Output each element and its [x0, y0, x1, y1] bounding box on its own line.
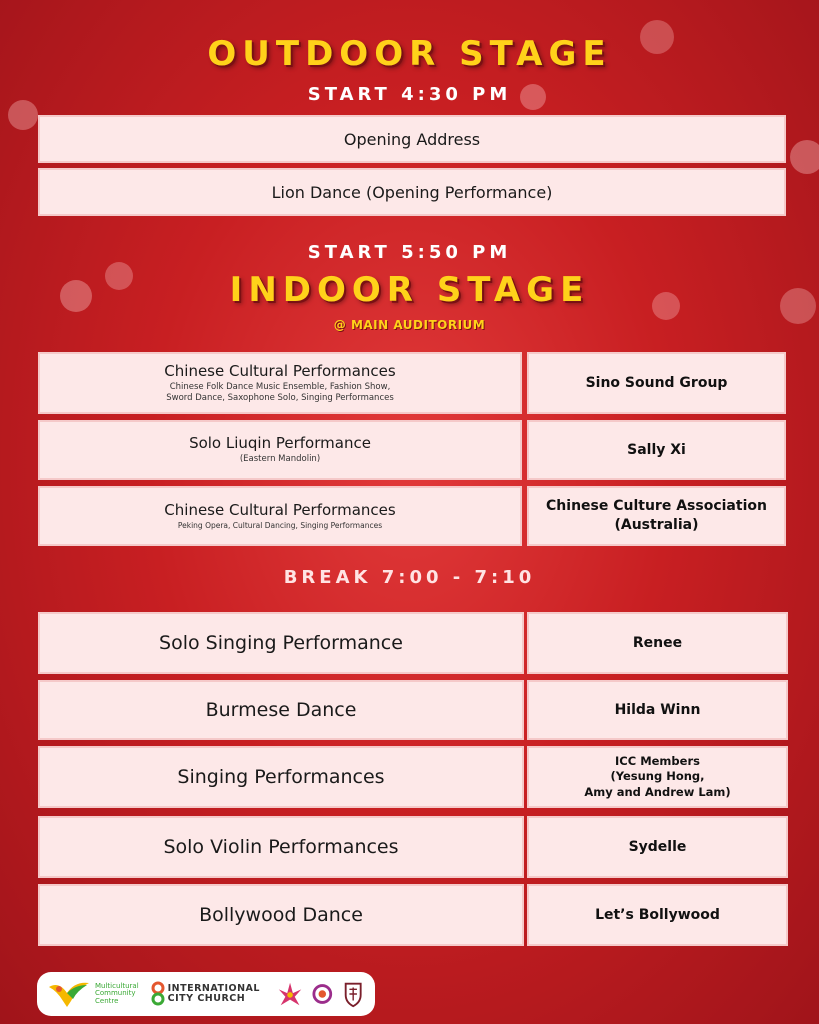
icc-logo-line1: INTERNATIONAL — [167, 982, 260, 994]
performance-row — [38, 680, 524, 740]
performer-cell — [527, 680, 788, 740]
indoor-performance — [38, 420, 522, 480]
performer-name: Sydelle — [628, 838, 687, 855]
performer-cell — [527, 816, 788, 878]
indoor-stage-title: INDOOR STAGE — [229, 270, 590, 310]
indoor-location: @ MAIN AUDITORIUM — [333, 318, 486, 332]
mcc-logo-text: Multicultural Community Centre — [95, 981, 139, 1005]
community-logo-icon — [312, 983, 333, 1005]
performer-name: Hilda Winn — [614, 701, 701, 718]
performer-name: ICC Members (Yesung Hong, Amy and Andrew Lam) — [584, 753, 731, 799]
indoor-performance — [38, 486, 522, 546]
indoor-start-time: START 5:50 PM — [307, 242, 512, 263]
performance-row — [38, 612, 524, 674]
performance-name: Solo Singing Performance — [159, 632, 403, 654]
performance-row — [38, 746, 524, 808]
outdoor-item — [38, 168, 786, 216]
performance-detail: Peking Opera, Cultural Dancing, Singing Performances — [177, 520, 383, 530]
performance-name: Burmese Dance — [205, 699, 357, 721]
performance-detail: (Eastern Mandolin) — [239, 454, 321, 465]
performer-name: Renee — [632, 634, 683, 651]
indoor-performer — [527, 352, 786, 414]
performer-name: Sally Xi — [627, 441, 686, 458]
performer-cell — [527, 612, 788, 674]
performance-name: Chinese Cultural Performances — [164, 361, 396, 380]
performer-cell — [527, 884, 788, 946]
indoor-performer — [527, 420, 786, 480]
performer-cell — [527, 746, 788, 808]
outdoor-start-time: START 4:30 PM — [307, 84, 512, 105]
performance-detail: Chinese Folk Dance Music Ensemble, Fashion Show, Sword Dance, Saxophone Solo, Singing Performances — [166, 381, 394, 403]
performance-name: Solo Liuqin Performance — [189, 434, 371, 453]
outdoor-item-label: Lion Dance (Opening Performance) — [271, 182, 553, 202]
outdoor-item — [38, 115, 786, 163]
sponsor-logo-bar — [37, 972, 375, 1016]
icc-logo-line2: CITY CHURCH — [167, 993, 246, 1004]
performance-name: Chinese Cultural Performances — [164, 500, 396, 519]
performance-row — [38, 816, 524, 878]
icc-logo — [151, 981, 260, 1007]
performance-name: Solo Violin Performances — [163, 836, 399, 858]
performance-name: Singing Performances — [177, 766, 385, 788]
performer-name: Chinese Culture Association (Australia) — [546, 498, 767, 533]
government-crest-icon — [341, 979, 365, 1009]
performance-row — [38, 884, 524, 946]
outdoor-stage-title: OUTDOOR STAGE — [207, 34, 612, 74]
performer-name: Let’s Bollywood — [595, 906, 720, 923]
break-time: BREAK 7:00 - 7:10 — [283, 567, 536, 588]
performer-name: Sino Sound Group — [585, 374, 728, 391]
sponsor-logo-icon — [276, 979, 304, 1009]
bokeh-light — [790, 140, 819, 174]
indoor-performer — [527, 486, 786, 546]
mcc-logo-icon — [47, 979, 91, 1009]
mcc-logo — [47, 979, 139, 1009]
indoor-performance — [38, 352, 522, 414]
outdoor-item-label: Opening Address — [343, 129, 481, 149]
icc-logo-icon — [151, 981, 165, 1007]
performance-name: Bollywood Dance — [199, 904, 363, 926]
